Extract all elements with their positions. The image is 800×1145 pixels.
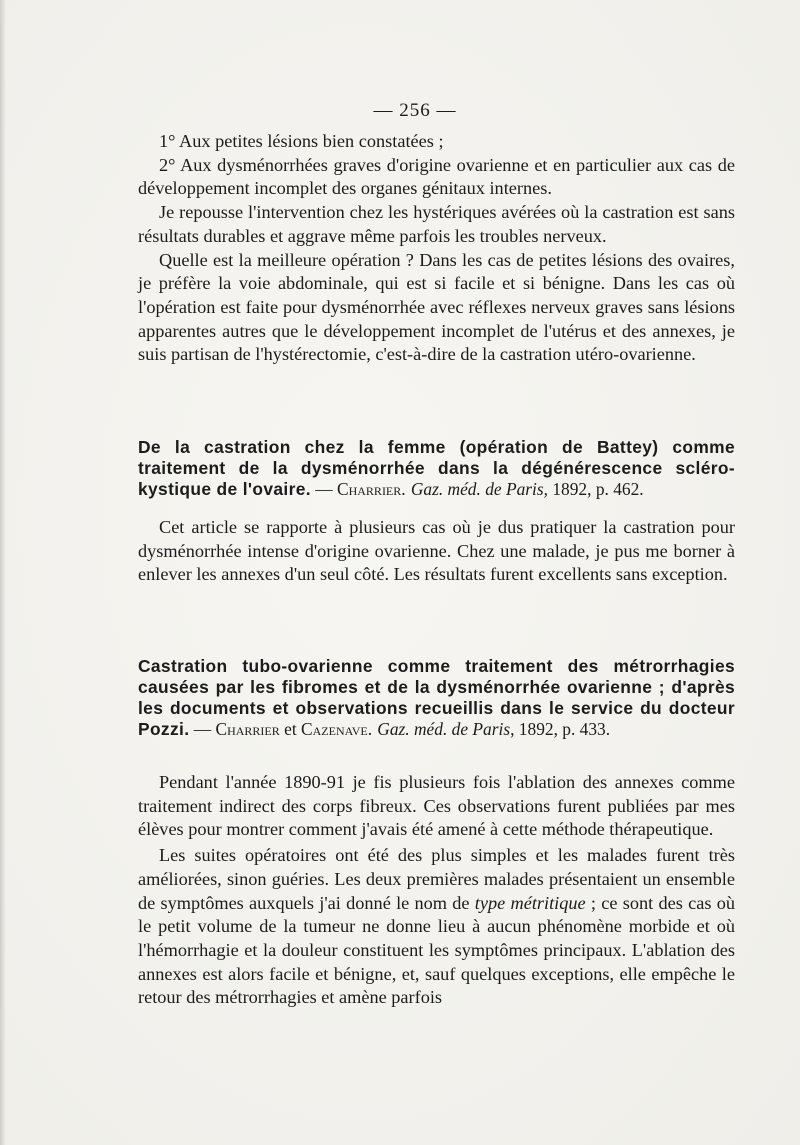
article-2-author-2: Cazenave. (301, 719, 373, 739)
article-1-ref-dash: — (310, 479, 337, 499)
article-1-journal: Gaz. méd. de Paris, (410, 479, 548, 499)
page-edge-shadow (0, 0, 6, 1145)
intro-item-1: 1° Aux petites lésions bien constatées ; (159, 131, 444, 151)
article-1-body (138, 516, 735, 587)
article-2-ref-dash: — (189, 719, 216, 739)
article-1-title-block (138, 437, 735, 500)
article-1-heading (138, 437, 735, 500)
article-1-citation: 1892, p. 462. (548, 479, 644, 499)
article-1-paragraph: Cet article se rapporte à plusieurs cas où je dus pratiquer la castration pour dysménorrhée intense d'origine ovarienne. Chez une malade, je pus me borner à enlever les annexes d'un seul côté. Les résultats furent excellents sans exception. (138, 517, 735, 585)
article-1-author: Charrier. (337, 479, 406, 499)
article-2-and: et (279, 719, 302, 739)
intro-paragraph-castration: Je repousse l'intervention chez les hystériques avérées où la castration est sans résultats durables et aggrave même parfois les troubles nerveux. (138, 202, 735, 246)
article-2-paragraph-1: Pendant l'année 1890-91 je fis plusieurs fois l'ablation des annexes comme traitement indirect des corps fibreux. Ces observations furent publiées par mes élèves pour montrer comment j'avais été amené à cette méthode thérapeutique. (138, 772, 735, 840)
article-2-body (138, 771, 735, 1010)
article-1-title: De la castration chez la femme (opération de Battey) comme traitement de la dysménorrhée dans la dégénérescence scléro-kystique de l'ovaire. (138, 437, 735, 499)
article-2-title-block (138, 656, 735, 740)
intro-section (138, 130, 735, 367)
page-number: — 256 — (373, 100, 457, 121)
article-2-paragraph-2-start: Les suites opératoires ont été des plus simples et les malades furent très améliorées, sinon guéries. Les deux premières malades présentaient un ensemble de symptômes auxquels j'ai donné le nom de (138, 845, 735, 913)
article-2-paragraph-2-end: ; ce sont des cas où le petit volume de la tumeur ne donne lieu à aucun phénomène morbide et où l'hémorrhagie et la douleur constituent les symptômes principaux. L'ablation des annexes est alors facile et bénigne, et, sauf quelques exceptions, elle empêche le retour des métrorrhagies et amène parfois (138, 892, 735, 1008)
intro-paragraph-best-operation: Quelle est la meilleure opération ? Dans les cas de petites lésions des ovaires, je préfère la voie abdominale, qui est si facile et si bénigne. Dans les cas où l'opération est faite pour dysménorrhée avec réflexes nerveux graves sans lésions apparentes autres que le développement incomplet de l'utérus et des annexes, je suis partisan de l'hystérectomie, c'est-à-dire de la castration utéro-ovarienne. (138, 249, 735, 365)
article-2-heading (138, 656, 735, 740)
article-2-title: Castration tubo-ovarienne comme traitement des métrorrhagies causées par les fibromes et de la dysménorrhée ovarienne ; d'après les documents et observations recueillis dans le service du docteur Pozzi. (138, 656, 735, 739)
article-2-citation: 1892, p. 433. (514, 719, 611, 739)
article-2-paragraph-2 (138, 844, 735, 1010)
article-2-journal: Gaz. méd. de Paris, (377, 719, 515, 739)
article-2-term-type-metritique: type métritique (474, 892, 586, 913)
article-2-author-1: Charrier (215, 719, 280, 739)
intro-item-2: 2° Aux dysménorrhées graves d'origine ovarienne et en particulier aux cas de développement incomplet des organes génitaux internes. (138, 154, 735, 199)
